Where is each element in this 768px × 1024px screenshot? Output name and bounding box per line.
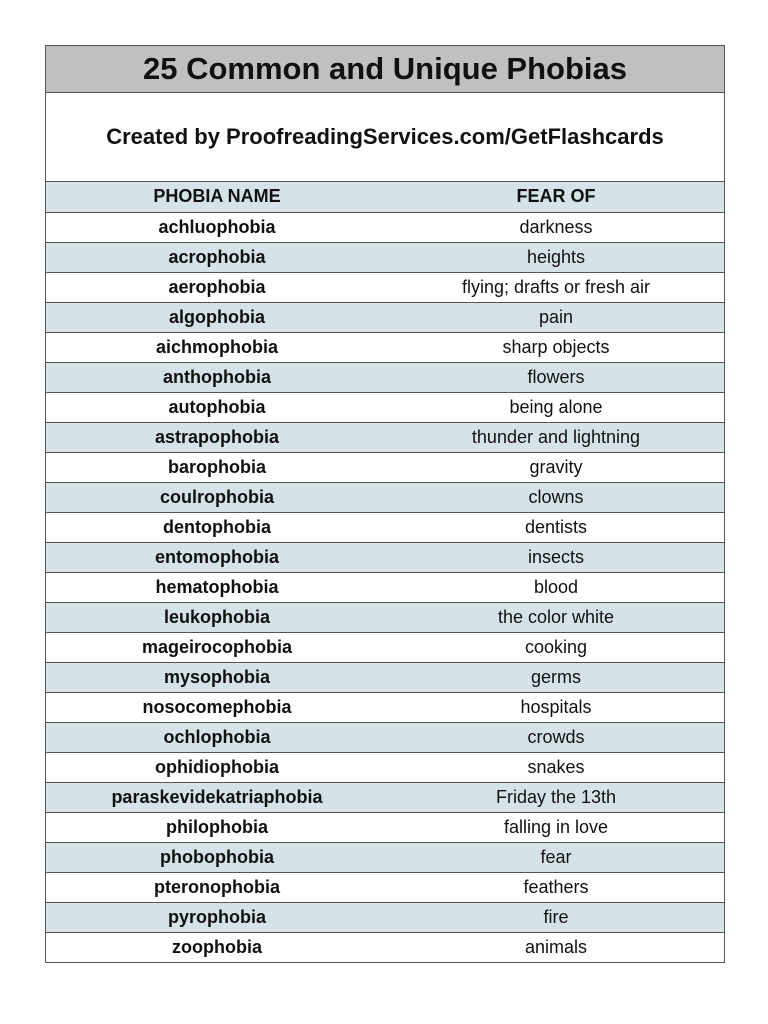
- column-header-fear-of: FEAR OF: [388, 182, 724, 212]
- table-row: [46, 272, 724, 302]
- table-row: [46, 722, 724, 752]
- table-row: [46, 812, 724, 842]
- phobia-name-cell: philophobia: [46, 812, 388, 842]
- fear-of-cell: insects: [388, 542, 724, 572]
- table-row: [46, 782, 724, 812]
- phobia-name-cell: pyrophobia: [46, 902, 388, 932]
- fear-of-cell: blood: [388, 572, 724, 602]
- fear-of-cell: flowers: [388, 362, 724, 392]
- phobia-name-cell: pteronophobia: [46, 872, 388, 902]
- document-subtitle: Created by ProofreadingServices.com/GetFlashcards: [46, 93, 724, 182]
- fear-of-cell: sharp objects: [388, 332, 724, 362]
- fear-of-cell: fire: [388, 902, 724, 932]
- table-row: [46, 842, 724, 872]
- table-row: [46, 482, 724, 512]
- phobia-name-cell: aichmophobia: [46, 332, 388, 362]
- table-row: [46, 302, 724, 332]
- phobia-name-cell: mysophobia: [46, 662, 388, 692]
- table-row: [46, 632, 724, 662]
- phobia-name-cell: autophobia: [46, 392, 388, 422]
- table-row: [46, 362, 724, 392]
- phobia-name-cell: aerophobia: [46, 272, 388, 302]
- fear-of-cell: pain: [388, 302, 724, 332]
- phobia-table: [46, 182, 724, 962]
- table-row: [46, 572, 724, 602]
- phobia-sheet: [45, 45, 725, 963]
- table-row: [46, 452, 724, 482]
- table-row: [46, 932, 724, 962]
- table-row: [46, 692, 724, 722]
- table-row: [46, 242, 724, 272]
- table-row: [46, 422, 724, 452]
- fear-of-cell: darkness: [388, 212, 724, 242]
- table-row: [46, 212, 724, 242]
- fear-of-cell: hospitals: [388, 692, 724, 722]
- fear-of-cell: clowns: [388, 482, 724, 512]
- table-row: [46, 392, 724, 422]
- fear-of-cell: cooking: [388, 632, 724, 662]
- phobia-name-cell: achluophobia: [46, 212, 388, 242]
- fear-of-cell: crowds: [388, 722, 724, 752]
- fear-of-cell: gravity: [388, 452, 724, 482]
- fear-of-cell: the color white: [388, 602, 724, 632]
- table-row: [46, 752, 724, 782]
- table-row: [46, 872, 724, 902]
- table-row: [46, 602, 724, 632]
- fear-of-cell: falling in love: [388, 812, 724, 842]
- table-row: [46, 512, 724, 542]
- phobia-name-cell: ochlophobia: [46, 722, 388, 752]
- fear-of-cell: germs: [388, 662, 724, 692]
- table-row: [46, 662, 724, 692]
- fear-of-cell: snakes: [388, 752, 724, 782]
- phobia-name-cell: hematophobia: [46, 572, 388, 602]
- phobia-name-cell: zoophobia: [172, 936, 262, 957]
- phobia-name-cell: coulrophobia: [46, 482, 388, 512]
- phobia-name-cell: nosocomephobia: [46, 692, 388, 722]
- phobia-table-body: [46, 212, 724, 962]
- phobia-name-cell: mageirocophobia: [46, 632, 388, 662]
- fear-of-cell: animals: [524, 936, 588, 957]
- phobia-name-cell: ophidiophobia: [46, 752, 388, 782]
- table-header-row: [46, 182, 724, 212]
- fear-of-cell: feathers: [388, 872, 724, 902]
- phobia-name-cell: paraskevidekatriaphobia: [46, 782, 388, 812]
- column-header-phobia-name: PHOBIA NAME: [46, 182, 388, 212]
- phobia-name-cell: anthophobia: [46, 362, 388, 392]
- phobia-name-cell: phobophobia: [46, 842, 388, 872]
- phobia-name-cell: entomophobia: [46, 542, 388, 572]
- phobia-name-cell: astrapophobia: [46, 422, 388, 452]
- phobia-name-cell: algophobia: [46, 302, 388, 332]
- table-row: [46, 332, 724, 362]
- phobia-name-cell: barophobia: [46, 452, 388, 482]
- phobia-name-cell: leukophobia: [46, 602, 388, 632]
- document-title: 25 Common and Unique Phobias: [46, 46, 724, 93]
- phobia-name-cell: acrophobia: [46, 242, 388, 272]
- table-row: [46, 542, 724, 572]
- fear-of-cell: heights: [388, 242, 724, 272]
- fear-of-cell: dentists: [388, 512, 724, 542]
- fear-of-cell: being alone: [388, 392, 724, 422]
- fear-of-cell: Friday the 13th: [388, 782, 724, 812]
- table-row: [46, 902, 724, 932]
- phobia-name-cell: dentophobia: [46, 512, 388, 542]
- fear-of-cell: fear: [388, 842, 724, 872]
- fear-of-cell: thunder and lightning: [388, 422, 724, 452]
- fear-of-cell: flying; drafts or fresh air: [388, 272, 724, 302]
